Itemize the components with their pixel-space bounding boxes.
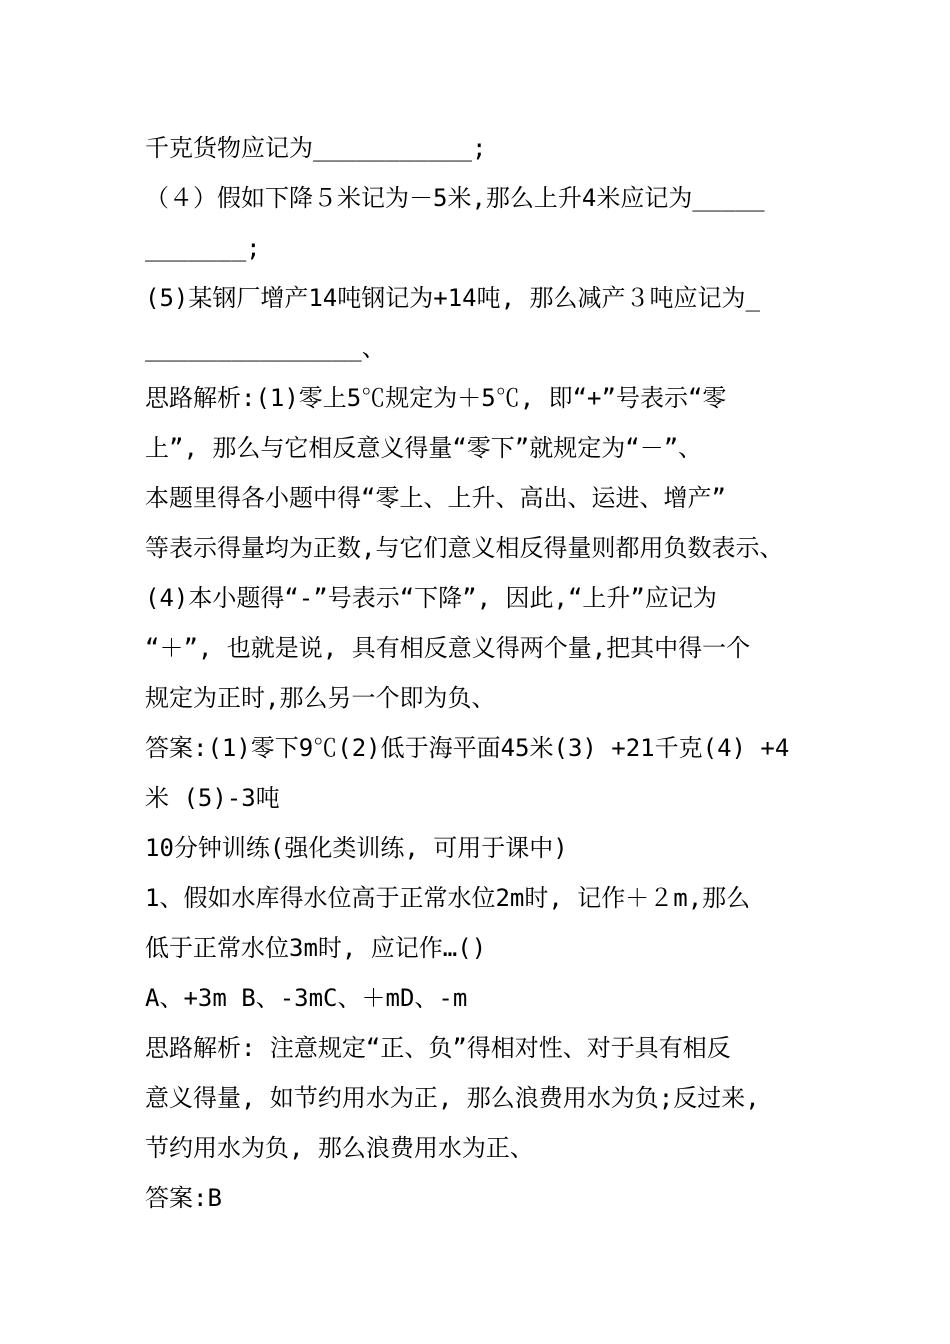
text-line-6: 思路解析:(1)零上5℃规定为＋5℃, 即“+”号表示“零: [145, 384, 727, 412]
text-line-8: 本题里得各小题中得“零上、上升、高出、运进、增产”: [145, 484, 726, 512]
text-line-3: _______;: [145, 234, 261, 262]
text-line-17: 低于正常水位3m时, 应记作…(): [145, 934, 487, 962]
text-line-10: (4)本小题得“-”号表示“下降”, 因此,“上升”应记为: [145, 584, 717, 612]
text-line-19: 思路解析: 注意规定“正、负”得相对性、对于具有相反: [145, 1034, 731, 1062]
text-line-11: “＋”, 也就是说, 具有相反意义得两个量,把其中得一个: [145, 634, 751, 662]
text-line-16: 1、假如水库得水位高于正常水位2m时, 记作＋２m,那么: [145, 884, 751, 912]
text-line-7: 上”, 那么与它相反意义得量“零下”就规定为“－”、: [145, 434, 703, 462]
text-line-4: (5)某钢厂增产14吨钢记为+14吨, 那么减产３吨应记为_: [145, 284, 760, 312]
text-line-12: 规定为正时,那么另一个即为负、: [145, 684, 496, 712]
text-line-18: A、+3m B、-3mC、＋mD、-m: [145, 984, 468, 1012]
text-line-13: 答案:(1)零下9℃(2)低于海平面45米(3) +21千克(4) +4: [145, 734, 790, 762]
text-line-14: 米 (5)-3吨: [145, 784, 280, 812]
text-line-5: _______________、: [145, 334, 386, 362]
text-line-15: 10分钟训练(强化类训练, 可用于课中): [145, 834, 568, 862]
text-line-2: （４）假如下降５米记为－5米,那么上升4米应记为_____: [145, 184, 765, 212]
text-line-21: 节约用水为负, 那么浪费用水为正、: [145, 1134, 534, 1162]
text-line-22: 答案:B: [145, 1184, 222, 1212]
text-line-20: 意义得量, 如节约用水为正, 那么浪费用水为负;反过来,: [145, 1084, 760, 1112]
text-line-1: 千克货物应记为___________;: [145, 134, 487, 162]
text-line-9: 等表示得量均为正数,与它们意义相反得量则都用负数表示、: [145, 534, 784, 562]
